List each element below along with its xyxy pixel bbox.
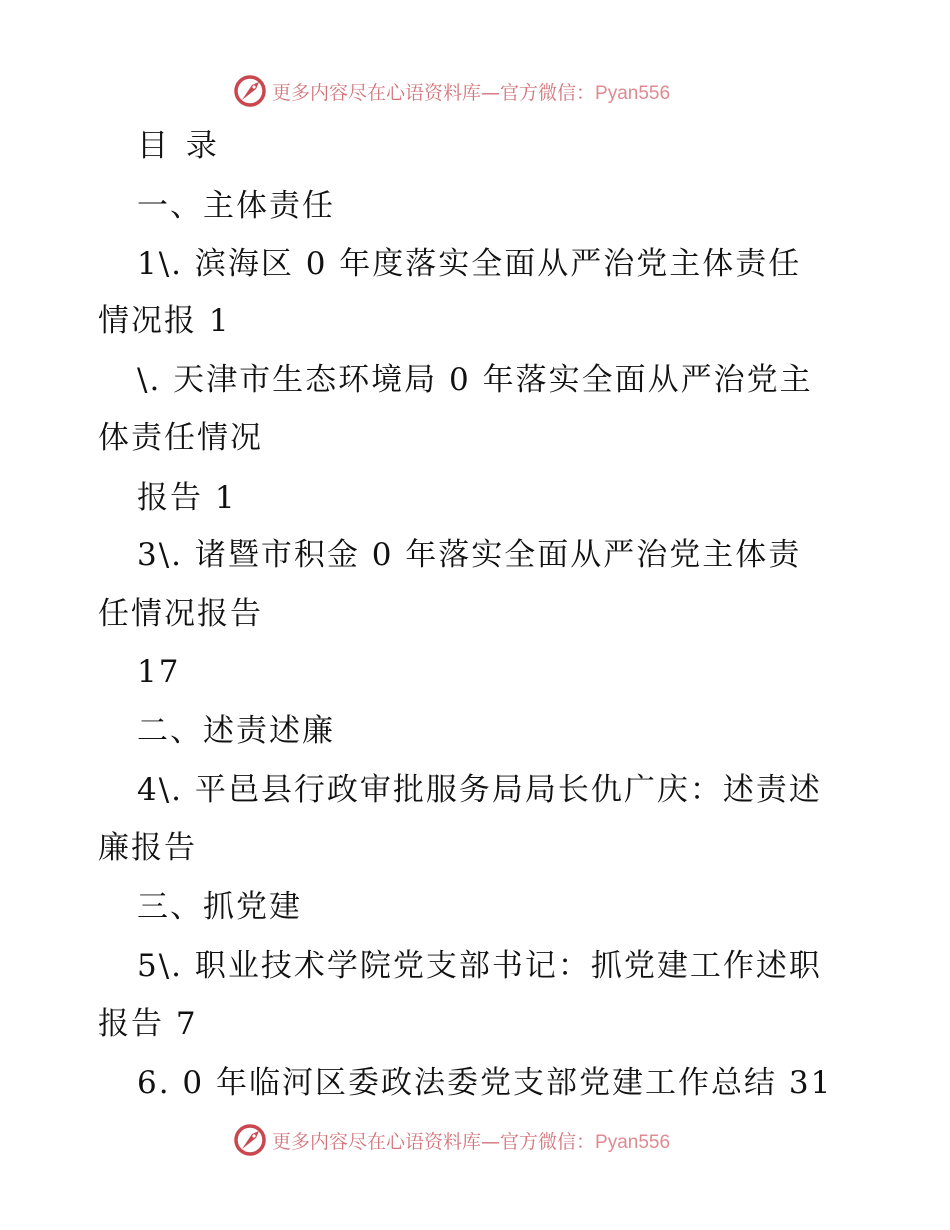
- toc-section-heading: 三、抓党建: [137, 889, 302, 925]
- toc-entry-continuation: 报告 7: [98, 1006, 198, 1042]
- toc-entry-page-number: 17: [137, 654, 181, 690]
- toc-entry: 6. 0 年临河区委政法委党支部党建工作总结 31: [137, 1065, 833, 1101]
- toc-section-heading: 一、主体责任: [137, 188, 335, 224]
- toc-entry-continuation: 报告 1: [137, 480, 237, 516]
- toc-entry-continuation: 体责任情况: [98, 420, 263, 456]
- toc-entry: \. 天津市生态环境局 0 年落实全面从严治党主: [137, 362, 813, 398]
- footer-watermark: [232, 1121, 670, 1159]
- toc-entry: 1\. 滨海区 0 年度落实全面从严治党主体责任: [137, 246, 802, 282]
- toc-entry-continuation: 任情况报告: [98, 596, 263, 632]
- toc-section-heading: 二、述责述廉: [137, 713, 335, 749]
- watermark-handle: Pyan556: [595, 1131, 671, 1153]
- watermark-text: 更多内容尽在心语资料库—官方微信：Pyan556: [272, 1130, 671, 1153]
- watermark-text: 更多内容尽在心语资料库—官方微信：Pyan556: [272, 81, 671, 104]
- pen-nib-logo-icon: [232, 73, 268, 109]
- toc-entry: 5\. 职业技术学院党支部书记：抓党建工作述职: [137, 948, 822, 984]
- toc-entry-continuation: 情况报 1: [98, 303, 231, 339]
- toc-entry-continuation: 廉报告: [98, 830, 197, 866]
- watermark-handle: Pyan556: [595, 82, 671, 104]
- toc-entry: 3\. 诸暨市积金 0 年落实全面从严治党主体责: [137, 537, 802, 573]
- toc-title: 目 录: [137, 128, 221, 164]
- toc-entry: 4\. 平邑县行政审批服务局局长仇广庆：述责述: [137, 772, 822, 808]
- pen-nib-logo-icon: [232, 1122, 268, 1158]
- header-watermark: [232, 72, 670, 110]
